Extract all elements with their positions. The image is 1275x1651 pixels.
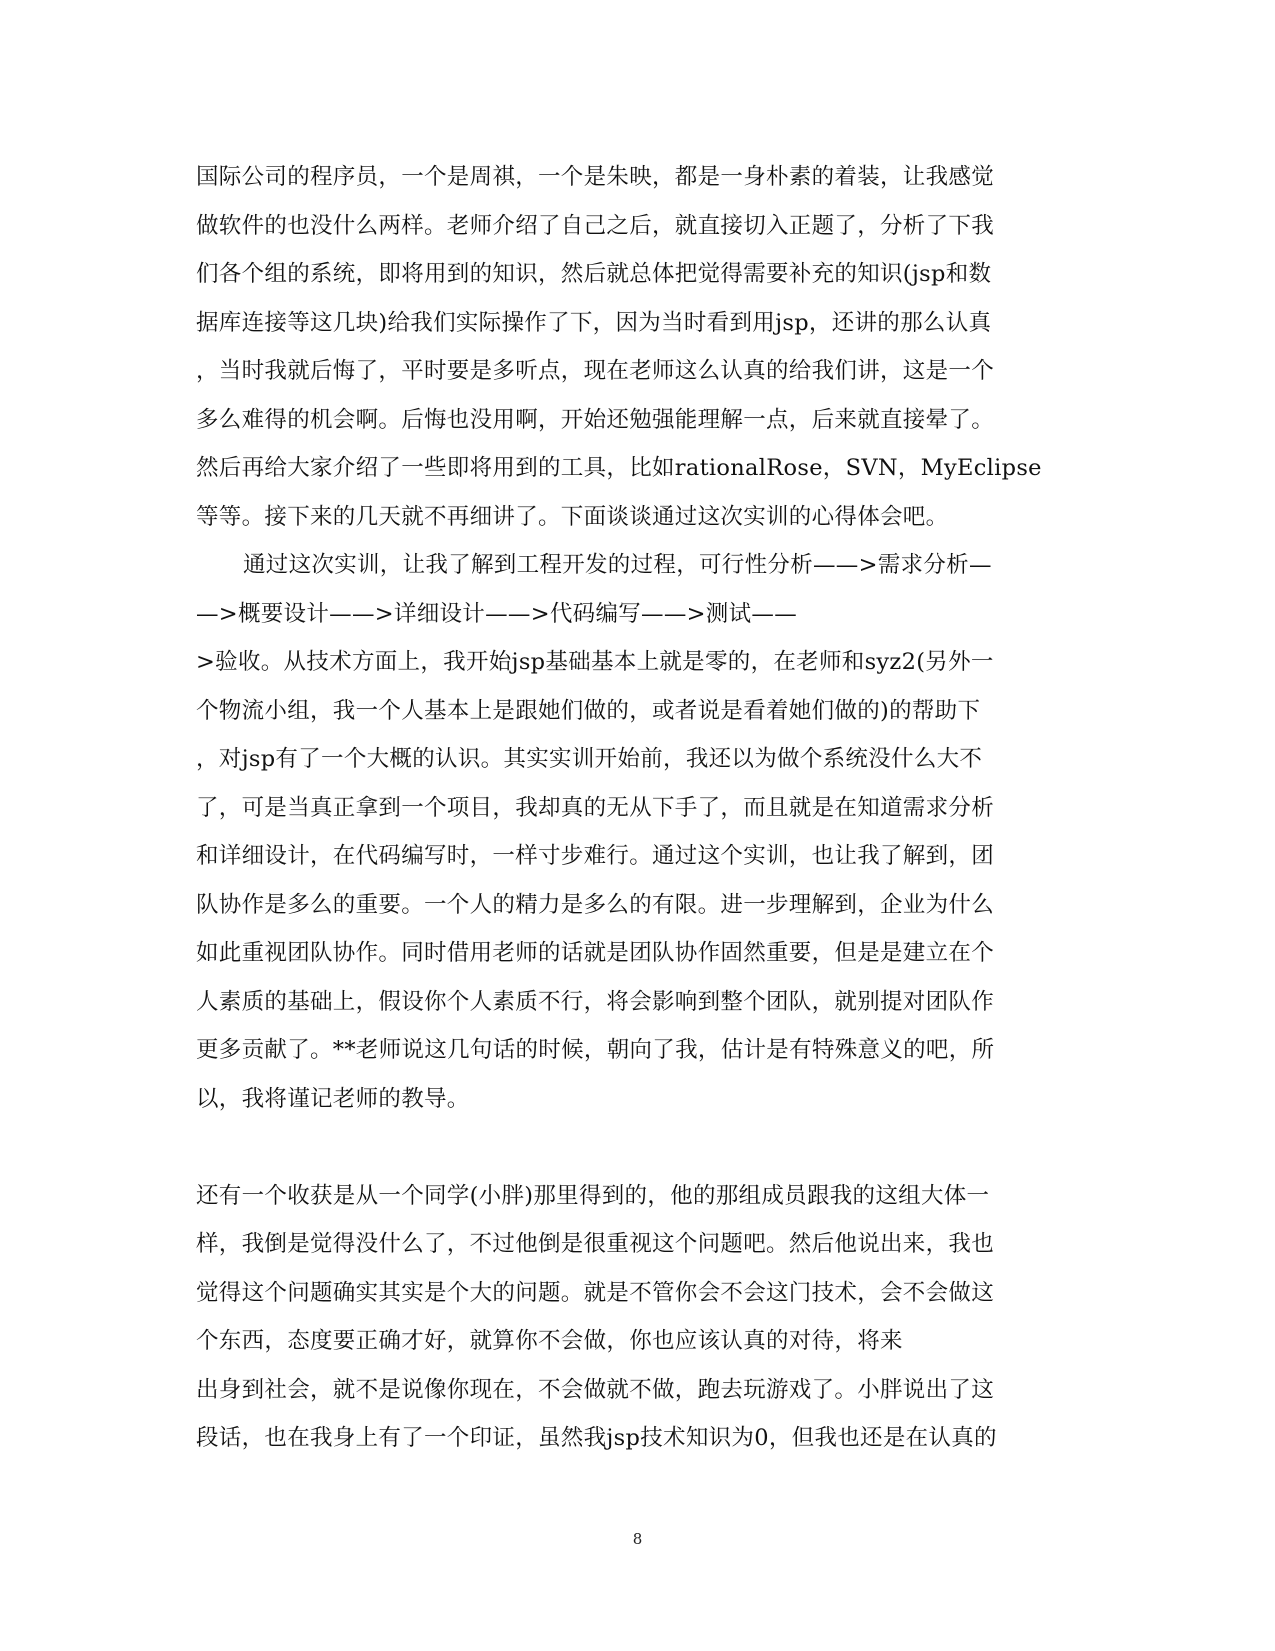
text-line: 觉得这个问题确实其实是个大的问题。就是不管你会不会这门技术，会不会做这 [196,1279,995,1306]
text-line: >验收。从技术方面上，我开始jsp基础基本上就是零的，在老师和syz2(另外一 [196,649,994,675]
text-line: 了，可是当真正拿到一个项目，我却真的无从下手了，而且就是在知道需求分析 [196,794,995,821]
text-line: 们各个组的系统，即将用到的知识，然后就总体把觉得需要补充的知识(jsp和数 [196,261,992,287]
text-line: 然后再给大家介绍了一些即将用到的工具，比如rationalRose，SVN，MyEclipse [196,455,1042,481]
text-line: 样，我倒是觉得没什么了，不过他倒是很重视这个问题吧。然后他说出来，我也 [196,1231,995,1257]
text-line: 更多贡献了。**老师说这几句话的时候，朝向了我，估计是有特殊意义的吧，所 [196,1037,995,1063]
text-line: 和详细设计，在代码编写时，一样寸步难行。通过这个实训，也让我了解到，团 [196,843,995,869]
text-line: 还有一个收获是从一个同学(小胖)那里得到的，他的那组成员跟我的这组大体一 [196,1182,990,1209]
text-line: 出身到社会，就不是说像你现在，不会做就不做，跑去玩游戏了。小胖说出了这 [196,1376,995,1403]
text-line: 人素质的基础上，假设你个人素质不行，将会影响到整个团队，就别提对团队作 [196,988,995,1015]
text-line: 多么难得的机会啊。后悔也没用啊，开始还勉强能理解一点，后来就直接晕了。 [196,406,995,433]
text-line: 以，我将谨记老师的教导。 [196,1085,470,1112]
text-line: 据库连接等这几块)给我们实际操作了下，因为当时看到用jsp，还讲的那么认真 [196,309,992,336]
text-line: 个东西，态度要正确才好，就算你不会做，你也应该认真的对待，将来 [196,1328,903,1354]
page-number: 8 [632,1530,643,1548]
text-line: —>概要设计——>详细设计——>代码编写——>测试—— [196,600,798,627]
body-text [196,153,1076,1463]
text-line: 通过这次实训，让我了解到工程开发的过程，可行性分析——>需求分析— [243,552,992,578]
blank-line [196,1123,1076,1172]
text-line: 国际公司的程序员，一个是周祺，一个是朱映，都是一身朴素的着装，让我感觉 [196,164,995,190]
text-line: 做软件的也没什么两样。老师介绍了自己之后，就直接切入正题了，分析了下我 [196,212,995,239]
text-line: 段话，也在我身上有了一个印证，虽然我jsp技术知识为0，但我也还是在认真的 [196,1425,997,1451]
text-line: ，对jsp有了一个大概的认识。其实实训开始前，我还以为做个系统没什么大不 [196,746,983,772]
text-line: 个物流小组，我一个人基本上是跟她们做的，或者说是看着她们做的)的帮助下 [196,697,981,724]
text-line: 如此重视团队协作。同时借用老师的话就是团队协作固然重要，但是是建立在个 [196,940,995,966]
text-line: 等等。接下来的几天就不再细讲了。下面谈谈通过这次实训的心得体会吧。 [196,503,949,530]
text-line: ，当时我就后悔了，平时要是多听点，现在老师这么认真的给我们讲，这是一个 [196,358,995,384]
text-line: 队协作是多么的重要。一个人的精力是多么的有限。进一步理解到，企业为什么 [196,891,995,918]
